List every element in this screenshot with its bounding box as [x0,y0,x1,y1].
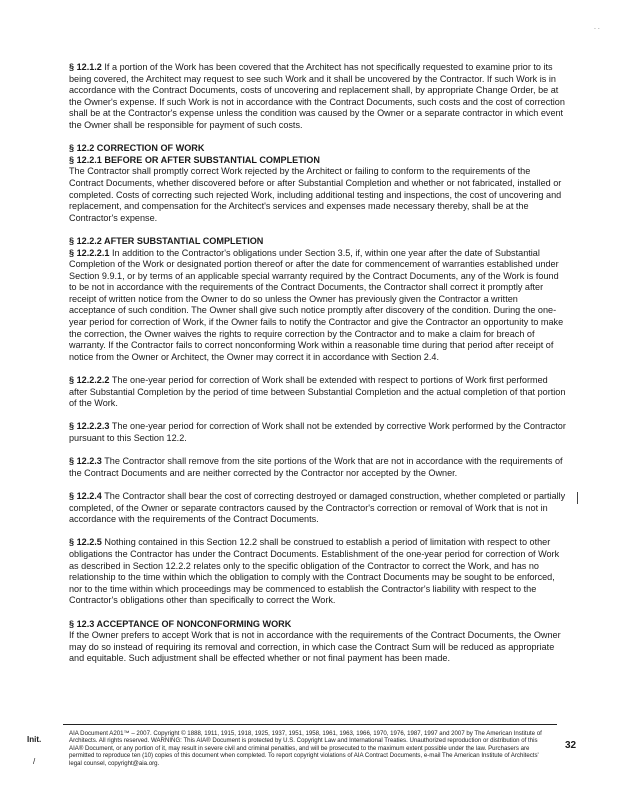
heading-12-3: § 12.3 ACCEPTANCE OF NONCONFORMING WORK [69,618,292,629]
section-number: § 12.2.3 [69,456,102,467]
paragraph-12-3: If the Owner prefers to accept Work that is not in accordance with the requirements of the Contract Documents, the Owner may do so instead of requiring its removal and correction, in which case the Contract Sum will be reduced as appropriate and equitable. Such adjustment shall be effected whether or not final payment has been made. [69,630,561,664]
paragraph-12-2-1: The Contractor shall promptly correct Work rejected by the Architect or failing to conform to the requirements of the Contract Documents, whether discovered before or after Substantial Completion and whether or not fabricated, installed or completed. Costs of correcting such rejected Work, including additional testing and inspections, the cost of uncovering and replacement, and compensation for the Architect's services and expenses made necessary thereby, shall be at the Contractor's expense. [69,166,562,223]
paragraph-12-2-4 [69,491,566,526]
heading-12-2-1: § 12.2.1 BEFORE OR AFTER SUBSTANTIAL COMPLETION [69,154,320,165]
section-number: § 12.2.2.2 [69,375,110,386]
page-number: 32 [565,740,577,751]
paragraph-12-1-2 [69,62,566,132]
paragraph-12-2-2-1 [69,248,566,364]
section-number: § 12.2.4 [69,490,102,501]
paragraph-12-2-5 [69,537,566,607]
paragraph-text: The Contractor shall remove from the site portions of the Work that are not in accordance with the requirements of the Contract Documents and are neither corrected by the Contractor nor accepted by the Owner. [69,456,563,478]
document-body [69,62,566,676]
paragraph-text: The one-year period for correction of Work shall not be extended by corrective Work performed by the Contractor pursuant to this Section 12.2. [69,421,566,443]
footer-divider [63,724,557,725]
heading-12-2-2: § 12.2.2 AFTER SUBSTANTIAL COMPLETION [69,235,264,246]
section-number: § 12.2.5 [69,537,102,548]
page-footer [0,724,619,800]
initials-label: Init. [27,735,42,744]
margin-tick [577,492,578,504]
paragraph-12-2-2-2 [69,375,566,410]
heading-12-2: § 12.2 CORRECTION OF WORK [69,143,205,154]
section-number: § 12.2.2.3 [69,421,110,432]
paragraph-12-2-3 [69,456,566,479]
corner-mark: . . [594,24,600,31]
section-number: § 12.2.2.1 [69,247,110,258]
paragraph-text: The one-year period for correction of Work shall be extended with respect to portions of Work first performed after Substantial Completion by the period of time between Substantial Completion and the actual completion of that portion of the Work. [69,375,566,409]
copyright-notice: AIA Document A201™ – 2007. Copyright © 1888, 1911, 1915, 1918, 1925, 1937, 1951, 1958, 1961, 1963, 1966, 1970, 1976, 1987, 1997 and 2007 by The American Institute of Architects. All rights reserved. WARNING: This AIA® Document is protected by U.S. Copyright Law and International Treaties. Unauthorized reproduction or distribution of this AIA® Document, or any portion of it, may result in severe civil and criminal penalties, and will be prosecuted to the maximum extent possible under the law. Purchasers are permitted to reproduce ten (10) copies of this document when completed. To report copyright violations of AIA Contract Documents, e-mail The American Institute of Architects' legal counsel, copyright@aia.org. [69,730,542,767]
paragraph-text: The Contractor shall bear the cost of correcting destroyed or damaged construction, whether completed or partially completed, of the Owner or separate contractors caused by the Contractor's correction or removal of Work that is not in accordance with the requirements of the Contract Documents. [69,490,566,525]
paragraph-text: Nothing contained in this Section 12.2 shall be construed to establish a period of limitation with respect to other obligations the Contractor has under the Contract Documents. Establishment of the one-year period for correction of Work as described in Section 12.2.2 relates only to the specific obligation of the Contractor to correct the Work, and has no relationship to the time within which the obligation to comply with the Contract Documents may be sought to be enforced, nor to the time within which proceedings may be commenced to establish the Contractor's liability with respect to the Contractor's obligations other than specifically to correct the Work. [69,537,560,606]
paragraph-text: If a portion of the Work has been covered that the Architect has not specifically requested to examine prior to its being covered, the Architect may request to see such Work and it shall be uncovered by the Contractor. If such Work is in accordance with the Contract Documents, costs of uncovering and replacement shall, by appropriate Change Order, be at the Owner's expense. If such Work is not in accordance with the Contract Documents, such costs and the cost of correction shall be at the Contractor's expense unless the condition was caused by the Owner or a separate contractor in which event the Owner shall be responsible for payment of such costs. [69,62,565,130]
paragraph-text: In addition to the Contractor's obligations under Section 3.5, if, within one year after the date of Substantial Completion of the Work or designated portion thereof or after the date for commencement of warranties established under Section 9.9.1, or by terms of an applicable special warranty required by the Contract Documents, any of the Work is found to be not in accordance with the requirements of the Contract Documents, the Contractor shall correct it promptly after receipt of written notice from the Owner to do so unless the Owner has previously given the Contractor a written acceptance of such condition. The Owner shall give such notice promptly after discovery of the condition. During the one-year period for correction of Work, if the Owner fails to notify the Contractor and give the Contractor an opportunity to make the correction, the Owner waives the rights to require correction by the Contractor and to make a claim for breach of warranty. If the Contractor fails to correct nonconforming Work within a reasonable time during that period after receipt of notice from the Owner or Architect, the Owner may correct it in accordance with Section 2.4. [69,247,564,362]
paragraph-12-2-2-3 [69,421,566,444]
section-number: § 12.1.2 [69,62,102,72]
initials-slash: / [33,757,36,766]
